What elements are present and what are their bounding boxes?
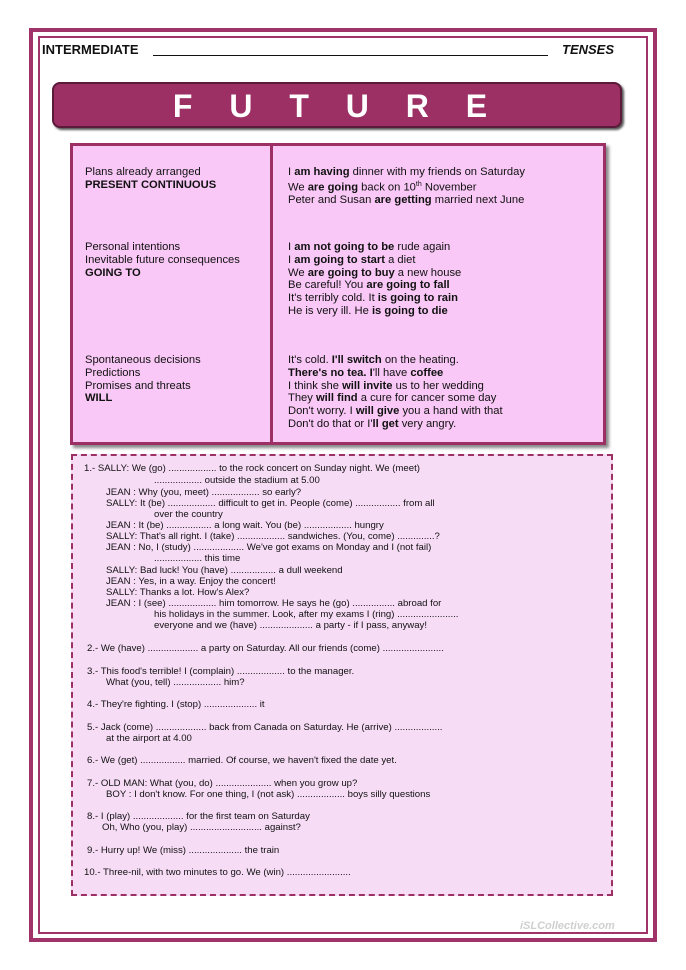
exercise-line: 4.- They're fighting. I (stop) .................... it: [87, 699, 265, 710]
example: I am going to start a diet: [288, 253, 416, 266]
example: It's cold. I'll switch on the heating.: [288, 354, 459, 366]
example: It's terribly cold. It is going to rain: [288, 292, 458, 305]
example: He is very ill. He is going to die: [288, 304, 448, 317]
table-divider: [270, 146, 273, 442]
example: Be careful! You are going to fall: [288, 279, 450, 292]
exercise-line: .................. this time: [154, 553, 241, 564]
exercise-line: 5.- Jack (come) ................... back from Canada on Saturday. He (arrive) ..................: [87, 722, 443, 733]
example: Don't worry. I will give you a hand with that: [288, 405, 503, 418]
present-continuous-examples: [288, 166, 525, 207]
exercise-line: 8.- I (play) ................... for the first team on Saturday: [87, 811, 310, 822]
exercise-line: everyone and we (have) .................... a party - if I pass, anyway!: [154, 620, 428, 631]
grammar-table: [70, 143, 606, 445]
exercise-line: 10.- Three-nil, with two minutes to go. We (win) ........................: [84, 867, 351, 878]
exercise-line: 9.- Hurry up! We (miss) .................... the train: [87, 845, 280, 856]
topic-label: TENSES: [562, 42, 615, 57]
exercise-line: 6.- We (get) ................. married. Of course, we haven't fixed the date yet.: [87, 755, 397, 766]
exercise-line: 3.- This food's terrible! I (complain) .................. to the manager.: [87, 666, 355, 677]
exercise-line: his holidays in the summer. Look, after my exams I (ring) .......................: [154, 609, 459, 620]
exercise-line: SALLY: Thanks a lot. How's Alex?: [106, 587, 250, 598]
exercise-line: What (you, tell) .................. him?: [106, 677, 245, 688]
use-text: Predictions: [85, 366, 141, 379]
watermark: iSLCollective.com: [520, 920, 615, 932]
tense-label: WILL: [85, 392, 113, 405]
will-examples: [288, 354, 503, 431]
exercise-line: SALLY: Bad luck! You (have) ................. a dull weekend: [106, 565, 343, 576]
exercise-line: JEAN : Yes, in a way. Enjoy the concert!: [106, 576, 276, 587]
exercise-line: .................. outside the stadium at 5.00: [154, 475, 320, 486]
going-to-examples: [288, 241, 461, 318]
example: I think she will invite us to her wedding: [288, 379, 484, 392]
exercise-line: over the country: [154, 509, 223, 520]
example: They will find a cure for cancer some day: [288, 392, 497, 405]
exercise-line: 2.- We (have) ................... a party on Saturday. All our friends (come) .......................: [87, 643, 444, 654]
exercise-line: JEAN : Why (you, meet) .................. so early?: [106, 487, 302, 498]
use-text: Personal intentions: [85, 241, 181, 253]
example: We are going back on 10th November: [288, 180, 477, 194]
level-label: INTERMEDIATE: [42, 42, 139, 57]
example: There's no tea. I'll have coffee: [288, 366, 444, 379]
exercise-line: JEAN : It (be) ................. a long wait. You (be) .................. hungry: [106, 520, 384, 531]
exercise-line: JEAN : No, I (study) ................... We've got exams on Monday and I (not fail): [106, 542, 432, 553]
use-text: Spontaneous decisions: [85, 354, 201, 366]
example: We are going to buy a new house: [288, 266, 462, 279]
present-continuous-uses: [85, 166, 216, 192]
use-text: Plans already arranged: [85, 166, 201, 178]
exercise-line: 1.- SALLY: We (go) .................. to the rock concert on Sunday night. We (meet): [84, 463, 420, 474]
tense-label: GOING TO: [85, 266, 141, 279]
name-line: [153, 55, 548, 56]
tense-label: PRESENT CONTINUOUS: [85, 178, 217, 191]
will-uses: [85, 354, 201, 405]
example: I am not going to be rude again: [288, 241, 451, 253]
example: I am having dinner with my friends on Saturday: [288, 166, 525, 178]
example: Don't do that or I'll get very angry.: [288, 417, 457, 430]
example: Peter and Susan are getting married next June: [288, 194, 525, 207]
exercise-line: JEAN : I (see) .................. him tomorrow. He says he (go) ................ abroad for: [106, 598, 442, 609]
exercise-line: 7.- OLD MAN: What (you, do) ..................... when you grow up?: [87, 778, 358, 789]
going-to-uses: [85, 241, 240, 279]
exercise-line: Oh, Who (you, play) ........................... against?: [102, 822, 301, 833]
title-banner: F U T U R E: [52, 82, 622, 128]
use-text: Promises and threats: [85, 379, 191, 392]
use-text: Inevitable future consequences: [85, 253, 240, 266]
exercise-line: BOY : I don't know. For one thing, I (not ask) .................. boys silly questions: [106, 789, 431, 800]
exercise-line: SALLY: That's all right. I (take) .................. sandwiches. (You, come) ..............?: [106, 531, 440, 542]
exercise-line: SALLY: It (be) .................. difficult to get in. People (come) ................. from all: [106, 498, 435, 509]
exercise-line: at the airport at 4.00: [106, 733, 192, 744]
